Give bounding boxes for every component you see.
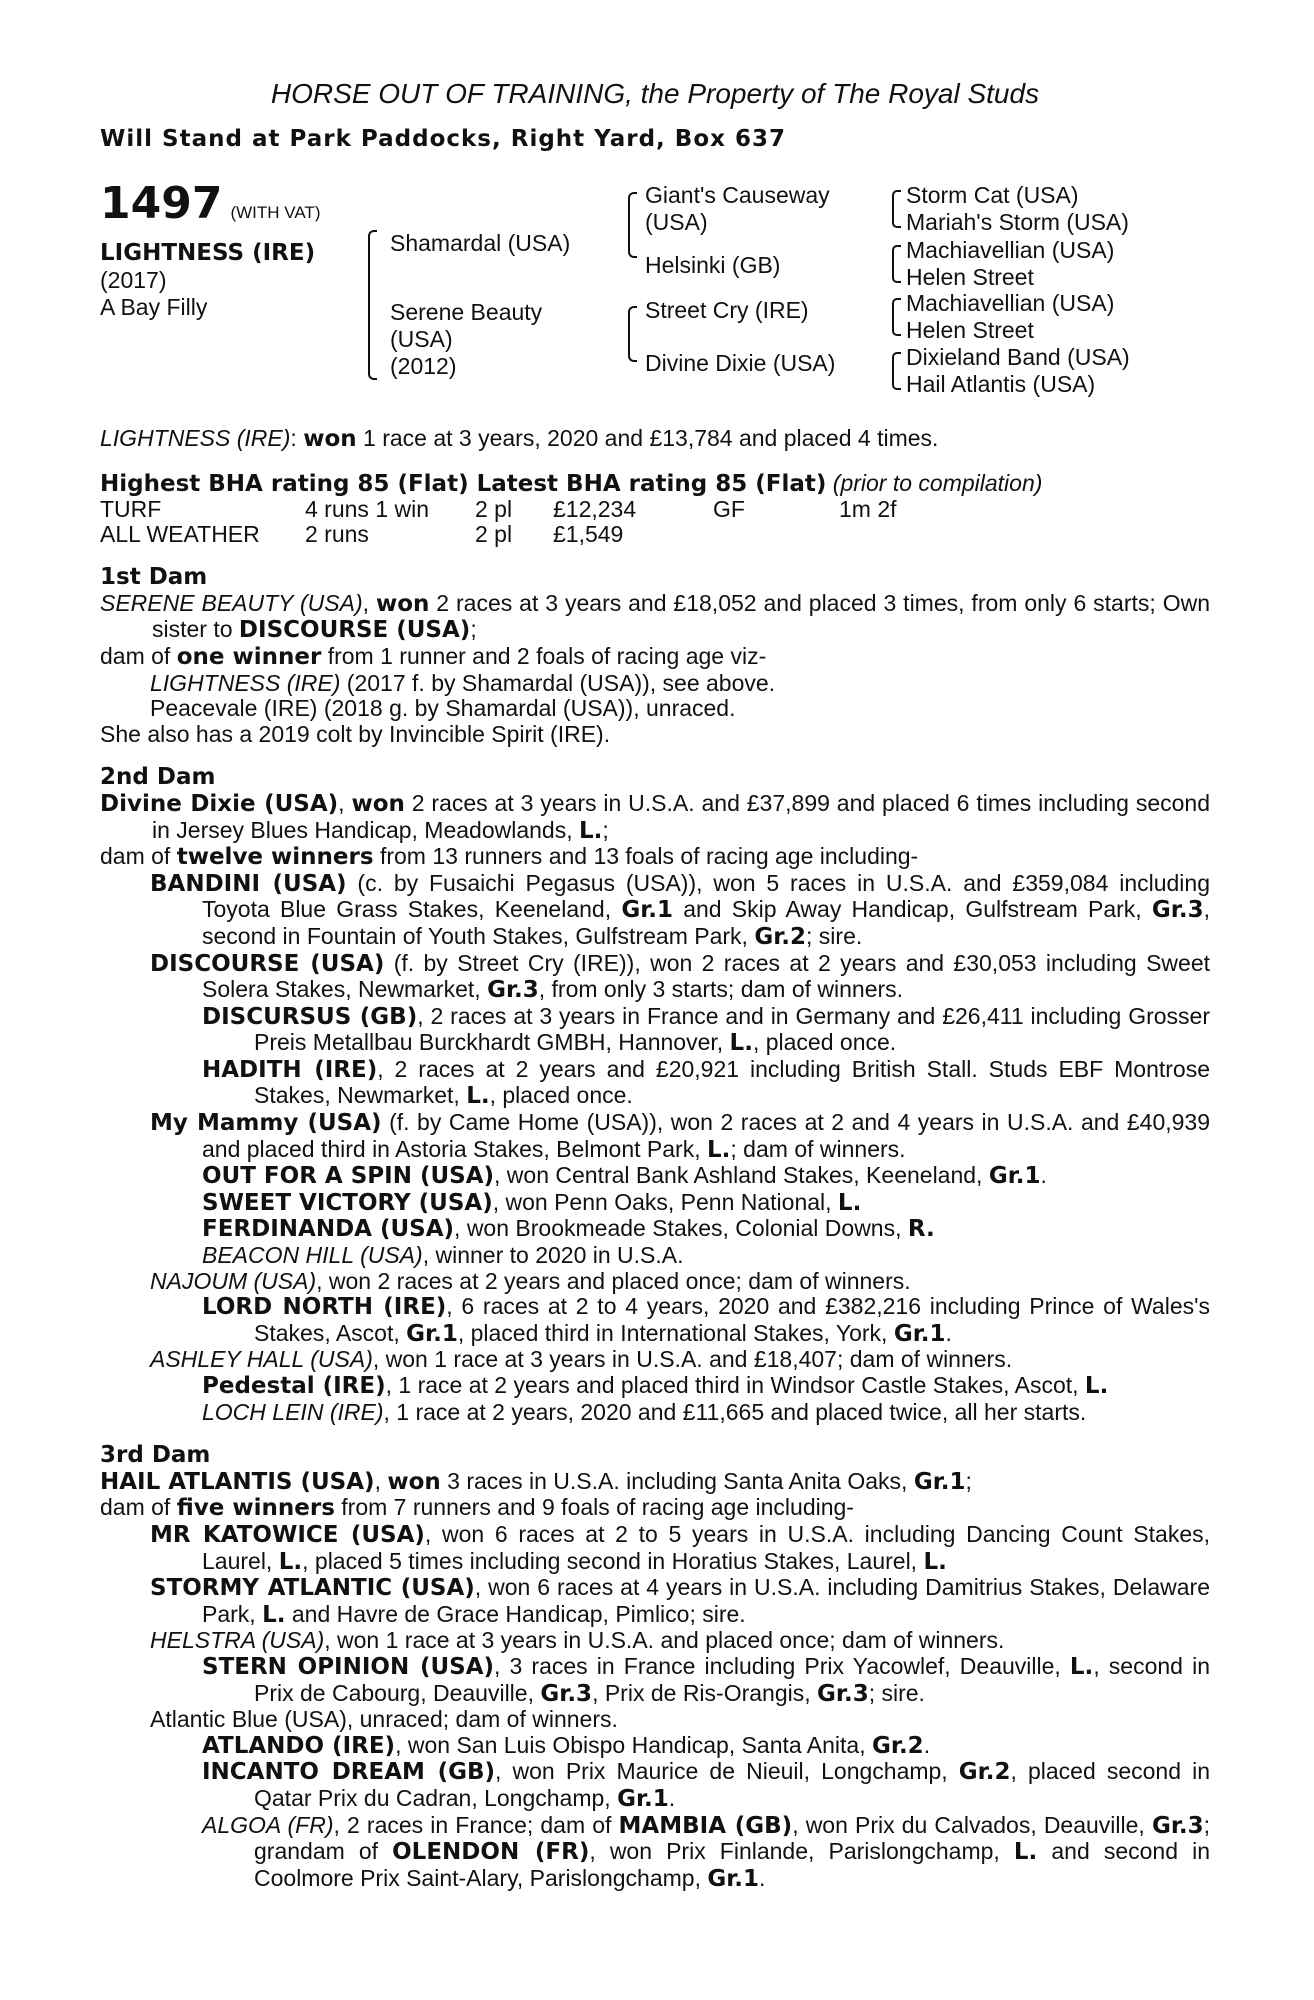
produce-beacon-hill: BEACON HILL (USA), winner to 2020 in U.S.A. xyxy=(202,1242,684,1269)
first-dam-foal-2: Peacevale (IRE) (2018 g. by Shamardal (USA)), unraced. xyxy=(150,695,736,722)
produce-stormy-atlantic: STORMY ATLANTIC (USA), won 6 races at 4 years in U.S.A. including Damitrius Stakes, Delaware Park, L. and Havre de Grace Handicap, Pimlico; sire. xyxy=(150,1574,1210,1628)
record-turf-prize: £12,234 xyxy=(553,496,637,523)
lot-number: 1497 xyxy=(100,178,223,229)
record-aw-surface: ALL WEATHER xyxy=(100,521,260,548)
produce-ashley-hall: ASHLEY HALL (USA), won 1 race at 3 years in U.S.A. and £18,407; dam of winners. xyxy=(150,1346,1013,1373)
rating-line xyxy=(100,471,1210,498)
produce-atlantic-blue: Atlantic Blue (USA), unraced; dam of winners. xyxy=(150,1706,618,1733)
pedigree-table xyxy=(100,178,1210,412)
brace-gg-1 xyxy=(892,190,901,228)
third-dam-title: 3rd Dam xyxy=(100,1442,211,1469)
summary-won: won xyxy=(303,426,357,452)
produce-atlando: ATLANDO (IRE), won San Luis Obispo Handicap, Santa Anita, Gr.2. xyxy=(202,1731,931,1759)
brace-sire-dam xyxy=(368,230,377,380)
second-dam-record: Divine Dixie (USA), won 2 races at 3 years in U.S.A. and £37,899 and placed 6 times including second in Jersey Blues Handicap, Meadowlands, L.; xyxy=(100,789,1211,844)
pedigree-sire: Shamardal (USA) xyxy=(390,230,571,256)
produce-loch-lein: LOCH LEIN (IRE), 1 race at 2 years, 2020 and £11,665 and placed twice, all her starts. xyxy=(202,1398,1087,1425)
produce-mr-katowice: MR KATOWICE (USA), won 6 races at 2 to 5 years in U.S.A. including Dancing Count Stakes, Laurel, L., placed 5 times including second in Horatius Stakes, Laurel, L. xyxy=(150,1520,1210,1575)
horse-name: LIGHTNESS (IRE) xyxy=(100,240,316,266)
pedigree-gg1: Storm Cat (USA) xyxy=(906,182,1079,208)
race-record-table xyxy=(100,497,1210,547)
pedigree-gg5: Machiavellian (USA) xyxy=(906,290,1115,316)
second-dam-title: 2nd Dam xyxy=(100,764,216,791)
record-aw-prize: £1,549 xyxy=(553,521,624,548)
first-dam-produce: dam of one winner from 1 runner and 2 foals of racing age viz- xyxy=(100,642,767,670)
pedigree-dam-year: (2012) xyxy=(390,353,457,379)
page-title: HORSE OUT OF TRAINING, the Property of The Royal Studs xyxy=(270,78,1040,109)
record-turf-placed: 2 pl xyxy=(475,496,513,523)
brace-sire-parents xyxy=(628,192,637,258)
record-aw-runs: 2 runs xyxy=(305,521,369,548)
lot-info xyxy=(100,178,321,321)
vat-note: (WITH VAT) xyxy=(230,203,321,222)
pedigree-gg8: Hail Atlantis (USA) xyxy=(906,371,1096,397)
pedigree-gg6: Helen Street xyxy=(906,317,1034,343)
produce-najoum: NAJOUM (USA), won 2 races at 2 years and placed once; dam of winners. xyxy=(150,1267,911,1294)
brace-dam-parents xyxy=(628,306,637,362)
third-dam-record: HAIL ATLANTIS (USA), won 3 races in U.S.A. including Santa Anita Oaks, Gr.1; xyxy=(100,1467,972,1495)
first-dam-foal-1: LIGHTNESS (IRE) (2017 f. by Shamardal (USA)), see above. xyxy=(150,669,776,696)
pedigree-ss-country: (USA) xyxy=(645,209,708,235)
brace-gg-4 xyxy=(892,352,901,390)
first-dam-note: She also has a 2019 colt by Invincible Spirit (IRE). xyxy=(100,720,611,747)
brace-gg-2 xyxy=(892,245,901,283)
produce-helstra: HELSTRA (USA), won 1 race at 3 years in U.S.A. and placed once; dam of winners. xyxy=(150,1627,1005,1654)
pedigree-gg7: Dixieland Band (USA) xyxy=(906,344,1130,370)
pedigree-sire-dam: Helsinki (GB) xyxy=(645,252,781,278)
record-aw-placed: 2 pl xyxy=(475,521,513,548)
first-dam-title: 1st Dam xyxy=(100,564,208,591)
produce-my-mammy: My Mammy (USA) (f. by Came Home (USA)), won 2 races at 2 and 4 years in U.S.A. and £40,939 and placed third in Astoria Stakes, Belmont Park, L.; dam of winners. xyxy=(150,1109,1210,1163)
record-turf-runs: 4 runs 1 win xyxy=(305,496,430,523)
second-dam-produce: dam of twelve winners from 13 runners and 13 foals of racing age including- xyxy=(100,843,919,871)
horse-description: A Bay Filly xyxy=(100,294,208,320)
produce-discourse: DISCOURSE (USA) (f. by Street Cry (IRE)), won 2 races at 2 years and £30,053 including Sweet Solera Stakes, Newmarket, Gr.3, from only 3 starts; dam of winners. xyxy=(150,949,1210,1004)
produce-out-for-a-spin: OUT FOR A SPIN (USA), won Central Bank Ashland Stakes, Keeneland, Gr.1. xyxy=(202,1162,1047,1190)
brace-gg-3 xyxy=(892,298,901,336)
produce-ferdinanda: FERDINANDA (USA), won Brookmeade Stakes, Colonial Downs, R. xyxy=(202,1215,935,1243)
produce-sweet-victory: SWEET VICTORY (USA), won Penn Oaks, Penn National, L. xyxy=(202,1188,862,1216)
produce-bandini: BANDINI (USA) (c. by Fusaichi Pegasus (USA)), won 5 races in U.S.A. and £359,084 including Toyota Blue Grass Stakes, Keeneland, Gr.1 and Skip Away Handicap, Gulfstream Park, Gr.3, second in Fountain of Youth Stakes, Gulfstream Park, Gr.2; sire. xyxy=(150,869,1211,950)
record-turf-surface: TURF xyxy=(100,496,162,523)
pedigree-dam-name: Serene Beauty xyxy=(390,299,543,325)
catalogue-page xyxy=(100,78,1210,1892)
pedigree-gg3: Machiavellian (USA) xyxy=(906,237,1115,263)
rating-text: Highest BHA rating 85 (Flat) Latest BHA rating 85 (Flat) xyxy=(100,470,827,497)
pedigree-dam-country: (USA) xyxy=(390,326,453,352)
pedigree-dam xyxy=(390,299,542,380)
record-turf-going: GF xyxy=(713,496,745,523)
pedigree-gg2: Mariah's Storm (USA) xyxy=(906,209,1129,235)
third-dam-produce: dam of five winners from 7 runners and 9 foals of racing age including- xyxy=(100,1494,854,1522)
stand-location: Will Stand at Park Paddocks, Right Yard, Box 637 xyxy=(100,126,786,152)
horse-year: (2017) xyxy=(100,267,167,293)
produce-lord-north: LORD NORTH (IRE), 6 races at 2 to 4 years, 2020 and £382,216 including Prince of Wales's Stakes, Ascot, Gr.1, placed third in International Stakes, York, Gr.1. xyxy=(202,1293,1210,1347)
summary-text: 1 race at 3 years, 2020 and £13,784 and placed 4 times. xyxy=(356,425,939,451)
race-summary: LIGHTNESS (IRE): won 1 race at 3 years, 2020 and £13,784 and placed 4 times. xyxy=(100,425,939,452)
produce-incanto-dream: INCANTO DREAM (GB), won Prix Maurice de Nieuil, Longchamp, Gr.2, placed second in Qatar Prix du Cadran, Longchamp, Gr.1. xyxy=(202,1758,1211,1812)
pedigree-sire-sire xyxy=(645,182,830,236)
produce-pedestal: Pedestal (IRE), 1 race at 2 years and placed third in Windsor Castle Stakes, Ascot, L. xyxy=(202,1372,1109,1399)
produce-stern-opinion: STERN OPINION (USA), 3 races in France including Prix Yacowlef, Deauville, L., second in Prix de Cabourg, Deauville, Gr.3, Prix de Ris-Orangis, Gr.3; sire. xyxy=(202,1652,1210,1707)
produce-discursus: DISCURSUS (GB), 2 races at 3 years in France and in Germany and £26,411 including Grosser Preis Metallbau Burckhardt GMBH, Hannover, L., placed once. xyxy=(202,1002,1210,1057)
summary-horse: LIGHTNESS (IRE) xyxy=(100,425,291,451)
pedigree-ss-name: Giant's Causeway xyxy=(645,182,830,208)
first-dam-record: SERENE BEAUTY (USA), won 2 races at 3 years and £18,052 and placed 3 times, from only 6 starts; Own sister to DISCOURSE (USA); xyxy=(100,589,1210,644)
pedigree-dam-sire: Street Cry (IRE) xyxy=(645,297,809,323)
produce-hadith: HADITH (IRE), 2 races at 2 years and £20,921 including British Stall. Studs EBF Montrose Stakes, Newmarket, L., placed once. xyxy=(202,1055,1210,1110)
pedigree-dam-dam: Divine Dixie (USA) xyxy=(645,350,836,376)
pedigree-gg4: Helen Street xyxy=(906,264,1034,290)
record-turf-distance: 1m 2f xyxy=(839,496,897,523)
rating-note: (prior to compilation) xyxy=(832,469,1043,496)
produce-algoa: ALGOA (FR), 2 races in France; dam of MAMBIA (GB), won Prix du Calvados, Deauville, Gr.3; grandam of OLENDON (FR), won Prix Finlande, Parislongchamp, L. and second in Coolmore Prix Saint-Alary, Parislongchamp, Gr.1. xyxy=(202,1811,1211,1892)
